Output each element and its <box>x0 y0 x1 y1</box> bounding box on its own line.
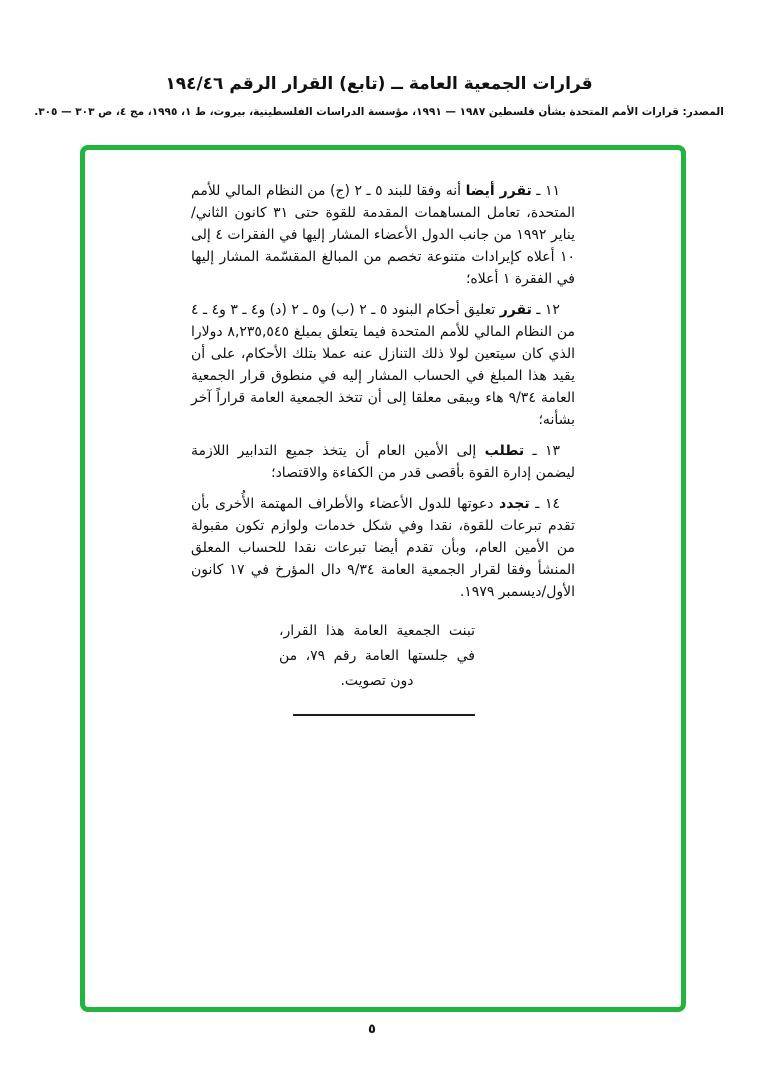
paragraph-text: دعوتها للدول الأعضاء والأطراف المهتمة الأُخرى بأن تقدم تبرعات للقوة، نقدا وفي شكل خدمات ولوازم تكون مقبولة من الأمين العام، وبأن تقدم أيضا تبرعات نقدا للحساب المعلق المنشأ وفقا لقرار الجمعية العامة ٩/٣٤ دال المؤرخ في ١٧ كانون الأول/ديسمبر ١٩٧٩. <box>191 496 575 600</box>
paragraph-number: ١٤ <box>544 496 560 512</box>
paragraph-text: أنه وفقا للبند ٥ ـ ٢ (ج) من النظام المالي للأمم المتحدة، تعامل المساهمات المقدمة للقوة حتى ٣١ كانون الثاني/يناير ١٩٩٢ من جانب الدول الأعضاء المشار إليها في الفقرات ٤ إلى ١٠ أعلاه كإيرادات متنوعة تخصم من المبالغ المقسّمة المشار إليها في الفقرة ١ أعلاه؛ <box>191 183 576 287</box>
paragraph-text: إلى الأمين العام أن يتخذ جميع التدابير اللازمة ليضمن إدارة القوة بأقصى قدر من الكفاءة والاقتصاد؛ <box>191 443 575 481</box>
adoption-note <box>279 619 475 694</box>
adoption-note-line: في جلستها العامة رقم ٧٩، من <box>279 648 475 664</box>
source-citation: المصدر: قرارات الأمم المتحدة بشأن فلسطين ١٩٨٧ — ١٩٩١، مؤسسة الدراسات الفلسطينية، بيروت، ط ١، ١٩٩٥، مج ٤، ص ٣٠٣ — ٣٠٥. <box>34 106 724 118</box>
paragraph-lead-verb: تطلب <box>484 443 525 459</box>
paragraph-lead-verb: تجدد <box>499 496 530 512</box>
resolution-paragraph: ١٤ ـ تجدد دعوتها للدول الأعضاء والأطراف المهتمة الأُخرى بأن تقدم تبرعات للقوة، نقدا وفي شكل خدمات ولوازم تكون مقبولة من الأمين العام، وبأن تقدم أيضا تبرعات نقدا للحساب المعلق المنشأ وفقا لقرار الجمعية العامة ٩/٣٤ دال المؤرخ في ١٧ كانون الأول/ديسمبر ١٩٧٩. <box>191 496 575 600</box>
paragraph-number: ١٢ <box>544 302 560 318</box>
resolution-paragraph: ١٢ ـ تقرر تعليق أحكام البنود ٥ ـ ٢ (ب) و٥ ـ ٢ (د) و٤ ـ ٣ و٤ ـ ٤ من النظام المالي للأمم المتحدة فيما يتعلق بمبلغ ٨,٢٣٥,٥٤٥ دولارا الذي كان سيتعين لولا ذلك التنازل عنه عملا بتلك الأحكام، على أن يقيد هذا المبلغ في الحساب المشار إليه في منطوق قرار الجمعية العامة ٩/٣٤ هاء ويبقى معلقا إلى أن تتخذ الجمعية العامة قراراً آخر بشأنه؛ <box>191 302 576 428</box>
resolution-paragraph: ١٣ ـ تطلب إلى الأمين العام أن يتخذ جميع التدابير اللازمة ليضمن إدارة القوة بأقصى قدر من الكفاءة والاقتصاد؛ <box>191 443 575 481</box>
paragraph-text: تعليق أحكام البنود ٥ ـ ٢ (ب) و٥ ـ ٢ (د) و٤ ـ ٣ و٤ ـ ٤ من النظام المالي للأمم المتحدة فيما يتعلق بمبلغ ٨,٢٣٥,٥٤٥ دولارا الذي كان سيتعين لولا ذلك التنازل عنه عملا بتلك الأحكام، على أن يقيد هذا المبلغ في الحساب المشار إليه في منطوق قرار الجمعية العامة ٩/٣٤ هاء ويبقى معلقا إلى أن تتخذ الجمعية العامة قراراً آخر بشأنه؛ <box>191 302 576 428</box>
paragraph-lead-verb: تقرر أيضا <box>465 183 532 199</box>
adoption-note-line: دون تصويت. <box>340 673 414 689</box>
paragraph-number: ١١ <box>544 183 560 199</box>
resolution-paragraph: ١١ ـ تقرر أيضا أنه وفقا للبند ٥ ـ ٢ (ج) من النظام المالي للأمم المتحدة، تعامل المساهمات المقدمة للقوة حتى ٣١ كانون الثاني/يناير ١٩٩٢ من جانب الدول الأعضاء المشار إليها في الفقرات ٤ إلى ١٠ أعلاه كإيرادات متنوعة تخصم من المبالغ المقسّمة المشار إليها في الفقرة ١ أعلاه؛ <box>191 183 576 287</box>
paragraph-number: ١٣ <box>544 443 560 459</box>
paragraph-lead-verb: تقرر <box>499 302 532 318</box>
resolution-body <box>191 180 575 716</box>
page-title: قرارات الجمعية العامة ــ (تابع) القرار الرقم ١٩٤/٤٦ <box>165 74 593 94</box>
section-divider <box>293 714 475 716</box>
green-border-frame <box>80 145 686 1012</box>
page-number: ٥ <box>368 1022 376 1037</box>
adoption-note-line: تبنت الجمعية العامة هذا القرار، <box>279 623 475 639</box>
